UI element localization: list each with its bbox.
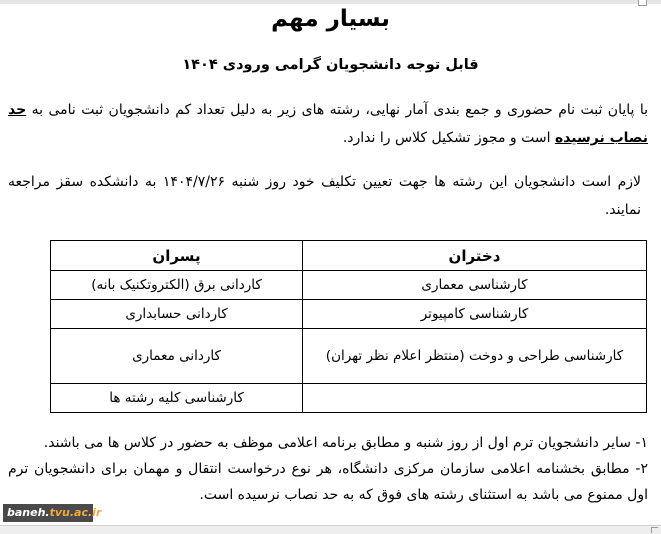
paragraph-announcement bbox=[8, 96, 648, 152]
cell-boys: کاردانی برق (الکتروتکنیک بانه) bbox=[51, 271, 303, 300]
cell-girls: کارشناسی طراحی و دوخت (منتظر اعلام نظر تهران) bbox=[303, 329, 647, 384]
table-row bbox=[51, 329, 647, 384]
paragraph-text: با پایان ثبت نام حضوری و جمع بندی آمار نهایی، رشته های زیر به دلیل تعداد کم دانشجویان ثبت نامی به bbox=[26, 102, 648, 118]
cell-girls bbox=[303, 384, 647, 413]
cell-boys: کارشناسی کلیه رشته ها bbox=[51, 384, 303, 413]
watermark-accent: tvu.ac.ir bbox=[49, 506, 102, 519]
paragraph-text: است و مجوز تشکیل کلاس را ندارد. bbox=[342, 130, 555, 146]
table-row bbox=[51, 384, 647, 413]
note-item-1: ۱- سایر دانشجویان ترم اول از روز شنبه و مطابق برنامه اعلامی موظف به حضور در کلاس ها می باشند. bbox=[43, 435, 648, 451]
document-subtitle: قابل توجه دانشجویان گرامی ورودی ۱۴۰۴ bbox=[182, 57, 479, 73]
underlined-text: حد نصاب نرسیده bbox=[8, 102, 648, 146]
page-top-band bbox=[0, 0, 661, 4]
cell-girls: کارشناسی معماری bbox=[303, 271, 647, 300]
cell-boys: کاردانی حسابداری bbox=[51, 300, 303, 329]
watermark-prefix: baneh. bbox=[7, 506, 50, 519]
table-header-row bbox=[51, 241, 647, 271]
header-girls: دختران bbox=[303, 241, 647, 271]
site-watermark bbox=[3, 504, 102, 522]
header-boys: پسران bbox=[51, 241, 303, 271]
document-title: بسیار مهم bbox=[271, 6, 390, 32]
paragraph-instruction: لازم است دانشجویان این رشته ها جهت تعیین تکلیف خود روز شنبه ۱۴۰۴/۷/۲۶ به دانشکده سقز مراجعه نمایند. bbox=[8, 174, 641, 218]
table-row bbox=[51, 300, 647, 329]
page-corner-marker-bottom bbox=[651, 527, 658, 533]
table-row bbox=[51, 271, 647, 300]
note-item-2: ۲- مطابق بخشنامه اعلامی سازمان مرکزی دانشگاه، هر نوع درخواست انتقال و مهمان برای دانشجویان ترم اول ممنوع می باشد به استثنای رشته های فوق که به حد نصاب نرسیده است. bbox=[8, 461, 648, 503]
majors-table bbox=[50, 240, 647, 413]
cell-boys: کاردانی معماری bbox=[51, 329, 303, 384]
cell-girls: کارشناسی کامپیوتر bbox=[303, 300, 647, 329]
